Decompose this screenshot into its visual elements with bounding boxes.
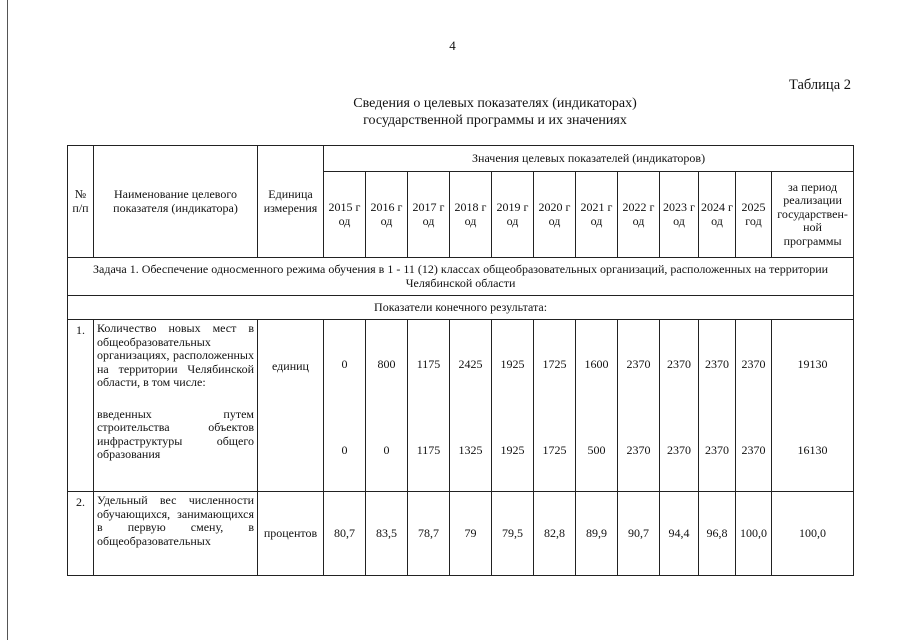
- value-cell: 78,7: [408, 492, 450, 576]
- value-cell: 79,5: [492, 492, 534, 576]
- value-cell: 1925: [492, 320, 534, 410]
- section-text: Показатели конечного результата:: [68, 296, 854, 320]
- section-row: [68, 296, 854, 320]
- row-num: 2.: [68, 492, 94, 576]
- task-text: Задача 1. Обеспечение односменного режима обучения в 1 - 11 (12) классах общеобразовательных организаций, расположенных на территории Челябинской области: [68, 258, 854, 296]
- value-cell: 2370: [736, 320, 772, 410]
- value-cell: 82,8: [534, 492, 576, 576]
- value-cell: 89,9: [576, 492, 618, 576]
- value-cell: 0: [324, 410, 366, 492]
- row-name: Удельный вес численности обучающихся, занимающихся в первую смену, в общеобразовательных: [94, 492, 258, 576]
- header-year: 2015 год: [324, 172, 366, 258]
- value-cell: 1600: [576, 320, 618, 410]
- task-row: [68, 258, 854, 296]
- value-cell: 2370: [699, 320, 736, 410]
- value-cell: 800: [366, 320, 408, 410]
- header-period: за период реализации государствен-ной программы: [772, 172, 854, 258]
- header-name: Наименование целевого показателя (индикатора): [94, 146, 258, 258]
- value-cell: 1725: [534, 410, 576, 492]
- total-cell: 19130: [772, 320, 854, 410]
- value-cell: 2370: [618, 410, 660, 492]
- table-row: [68, 492, 854, 576]
- header-year: 2017 год: [408, 172, 450, 258]
- row-num: 1.: [68, 320, 94, 492]
- title-line-2: государственной программы и их значениях: [363, 113, 627, 128]
- header-year: 2021 год: [576, 172, 618, 258]
- total-cell: 16130: [772, 410, 854, 492]
- value-cell: 1175: [408, 320, 450, 410]
- row-unit: единиц: [258, 320, 324, 492]
- value-cell: 90,7: [618, 492, 660, 576]
- header-year: 2022 год: [618, 172, 660, 258]
- value-cell: 83,5: [366, 492, 408, 576]
- header-values-group: Значения целевых показателей (индикаторов): [324, 146, 854, 172]
- value-cell: 2370: [618, 320, 660, 410]
- header-year: 2023 год: [660, 172, 699, 258]
- table-row: [68, 320, 854, 410]
- indicators-table: [67, 145, 854, 576]
- value-cell: 1175: [408, 410, 450, 492]
- table-label: Таблица 2: [788, 77, 851, 93]
- header-year: 2025 год: [736, 172, 772, 258]
- value-cell: 1325: [450, 410, 492, 492]
- value-cell: 1925: [492, 410, 534, 492]
- total-cell: 100,0: [772, 492, 854, 576]
- value-cell: 2370: [660, 410, 699, 492]
- row-unit: процентов: [258, 492, 324, 576]
- header-year: 2016 год: [366, 172, 408, 258]
- header-unit: Единица измерения: [258, 146, 324, 258]
- title-line-1: Сведения о целевых показателях (индикаторах): [353, 96, 637, 111]
- value-cell: 2370: [736, 410, 772, 492]
- value-cell: 1725: [534, 320, 576, 410]
- header-year: 2019 год: [492, 172, 534, 258]
- row-name: [94, 320, 258, 492]
- header-num: № п/п: [68, 146, 94, 258]
- header-year: 2018 год: [450, 172, 492, 258]
- value-cell: 500: [576, 410, 618, 492]
- page-number: 4: [449, 38, 456, 53]
- value-cell: 96,8: [699, 492, 736, 576]
- value-cell: 2370: [699, 410, 736, 492]
- value-cell: 79: [450, 492, 492, 576]
- header-year: 2020 год: [534, 172, 576, 258]
- value-cell: 2370: [660, 320, 699, 410]
- value-cell: 2425: [450, 320, 492, 410]
- value-cell: 94,4: [660, 492, 699, 576]
- header-year: 2024 год: [699, 172, 736, 258]
- row-name-sub: введенных путем строительства объектов инфраструктуры общего образования: [97, 406, 254, 461]
- row-name-main: Количество новых мест в общеобразовательных организациях, расположенных на территории Челябинской области, в том числе:: [97, 321, 254, 389]
- value-cell: 80,7: [324, 492, 366, 576]
- header-row-1: [68, 146, 854, 172]
- document-title: [0, 95, 905, 129]
- value-cell: 0: [324, 320, 366, 410]
- value-cell: 100,0: [736, 492, 772, 576]
- value-cell: 0: [366, 410, 408, 492]
